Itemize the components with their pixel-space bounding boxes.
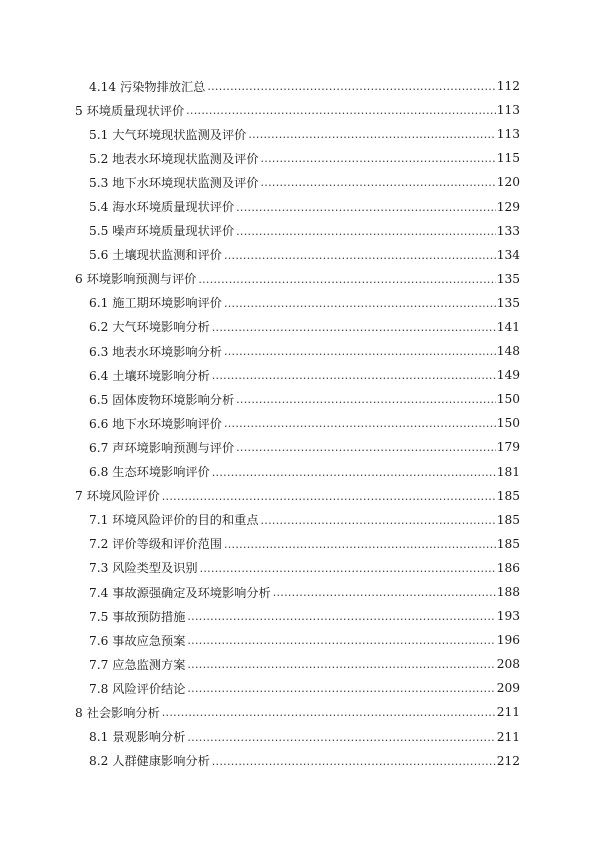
toc-dot-leader [273,587,496,599]
toc-page-number: 181 [496,464,520,479]
toc-page-number: 135 [496,295,520,310]
toc-page-number: 212 [496,753,520,768]
toc-dot-leader [212,322,496,334]
toc-page-number: 133 [496,223,520,238]
toc-entry-title: 8 社会影响分析 [75,705,160,720]
toc-section-entry[interactable] [0,291,595,315]
toc-entry-title: 5.1 大气环境现状监测及评价 [89,127,247,142]
toc-page-number: 208 [496,657,520,672]
toc-page-number: 134 [496,247,520,262]
toc-section-entry[interactable] [0,676,595,700]
toc-section-entry[interactable] [0,170,595,194]
toc-dot-leader [187,683,495,695]
toc-entry-title: 6.7 声环境影响预测与评价 [89,440,235,455]
toc-entry-title: 7.3 风险类型及识别 [89,561,198,576]
toc-entry-title: 6.5 固体废物环境影响分析 [89,392,235,407]
toc-page-number: 193 [496,609,520,624]
toc-entry-title: 5.5 噪声环境质量现状评价 [89,224,235,239]
toc-dot-leader [224,250,496,262]
toc-section-entry[interactable] [0,628,595,652]
toc-dot-leader [224,346,496,358]
toc-section-entry[interactable] [0,532,595,556]
toc-entry-title: 4.14 污染物排放汇总 [89,79,206,94]
toc-entry-title: 6.4 土壤环境影响分析 [89,368,210,383]
toc-page-number: 211 [496,729,520,744]
toc-page-number: 185 [496,488,520,503]
toc-entry-title: 6.1 施工期环境影响评价 [89,296,222,311]
toc-dot-leader [236,394,496,406]
toc-chapter-entry[interactable] [0,98,595,122]
toc-chapter-entry[interactable] [0,267,595,291]
toc-entry-title: 7.6 事故应急预案 [89,633,186,648]
toc-dot-leader [198,274,495,286]
toc-entry-title: 6.8 生态环境影响评价 [89,465,210,480]
toc-dot-leader [224,539,496,551]
toc-entry-title: 5 环境质量现状评价 [75,103,185,118]
toc-page-number: 185 [496,512,520,527]
toc-page-number: 112 [496,79,520,94]
toc-dot-leader [212,370,496,382]
toc-section-entry[interactable] [0,194,595,218]
table-of-contents [0,74,595,773]
toc-section-entry[interactable] [0,315,595,339]
toc-section-entry[interactable] [0,725,595,749]
toc-page-number: 115 [496,151,520,166]
toc-section-entry[interactable] [0,122,595,146]
toc-page-number: 196 [496,633,520,648]
toc-page-number: 120 [496,175,520,190]
toc-section-entry[interactable] [0,604,595,628]
toc-entry-title: 7.8 风险评价结论 [89,681,186,696]
toc-section-entry[interactable] [0,749,595,773]
toc-page-number: 179 [496,440,520,455]
toc-page-number: 113 [496,103,520,118]
toc-dot-leader [248,129,495,141]
toc-dot-leader [207,81,495,93]
toc-dot-leader [187,659,495,671]
toc-section-entry[interactable] [0,74,595,98]
toc-page-number: 211 [496,705,520,720]
toc-chapter-entry[interactable] [0,700,595,724]
toc-entry-title: 5.6 土壤现状监测和评价 [89,248,222,263]
toc-dot-leader [224,298,496,310]
toc-page-number: 135 [496,271,520,286]
toc-page-number: 129 [496,199,520,214]
toc-dot-leader [187,635,495,647]
toc-entry-title: 7.4 事故源强确定及环境影响分析 [89,585,271,600]
toc-section-entry[interactable] [0,363,595,387]
toc-section-entry[interactable] [0,243,595,267]
toc-section-entry[interactable] [0,580,595,604]
toc-entry-title: 6.3 地表水环境影响分析 [89,344,222,359]
toc-dot-leader [162,707,496,719]
toc-entry-title: 6.6 地下水环境影响评价 [89,416,222,431]
toc-page-number: 148 [496,344,520,359]
toc-page-number: 150 [496,392,520,407]
toc-page-number: 185 [496,536,520,551]
toc-section-entry[interactable] [0,652,595,676]
toc-entry-title: 8.1 景观影响分析 [89,730,186,745]
toc-page-number: 113 [496,127,520,142]
toc-entry-title: 5.3 地下水环境现状监测及评价 [89,175,259,190]
toc-dot-leader [236,226,496,238]
toc-dot-leader [236,202,496,214]
toc-dot-leader [261,153,496,165]
toc-section-entry[interactable] [0,387,595,411]
toc-dot-leader [187,611,495,623]
toc-dot-leader [200,563,496,575]
toc-page-number: 150 [496,416,520,431]
toc-dot-leader [187,732,495,744]
toc-dot-leader [212,467,496,479]
toc-entry-title: 7.2 评价等级和评价范围 [89,537,222,552]
toc-dot-leader [212,756,496,768]
toc-entry-title: 7.7 应急监测方案 [89,657,186,672]
toc-entry-title: 7.1 环境风险评价的目的和重点 [89,513,259,528]
toc-dot-leader [186,105,496,117]
toc-dot-leader [162,491,496,503]
toc-entry-title: 6.2 大气环境影响分析 [89,320,210,335]
toc-entry-title: 7 环境风险评价 [75,489,160,504]
toc-section-entry[interactable] [0,339,595,363]
toc-entry-title: 8.2 人群健康影响分析 [89,754,210,769]
toc-section-entry[interactable] [0,219,595,243]
toc-entry-title: 6 环境影响预测与评价 [75,272,197,287]
toc-section-entry[interactable] [0,460,595,484]
toc-page-number: 186 [496,560,520,575]
toc-entry-title: 5.2 地表水环境现状监测及评价 [89,151,259,166]
toc-page-number: 188 [496,585,520,600]
toc-page-number: 209 [496,681,520,696]
toc-page-number: 149 [496,368,520,383]
toc-section-entry[interactable] [0,411,595,435]
toc-dot-leader [236,442,496,454]
toc-page-number: 141 [496,319,520,334]
toc-section-entry[interactable] [0,556,595,580]
toc-section-entry[interactable] [0,146,595,170]
toc-section-entry[interactable] [0,435,595,459]
toc-dot-leader [261,515,496,527]
toc-section-entry[interactable] [0,508,595,532]
toc-dot-leader [224,418,496,430]
toc-dot-leader [261,177,496,189]
toc-entry-title: 7.5 事故预防措施 [89,609,186,624]
toc-entry-title: 5.4 海水环境质量现状评价 [89,200,235,215]
toc-chapter-entry[interactable] [0,484,595,508]
